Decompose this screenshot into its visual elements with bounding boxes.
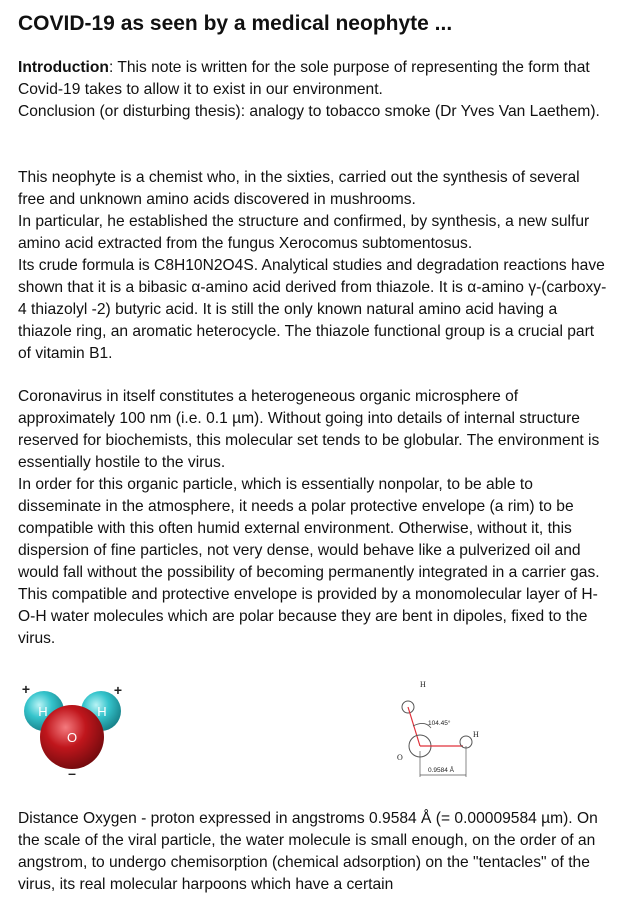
chemist-paragraph-1: This neophyte is a chemist who, in the sixties, carried out the synthesis of several free and unknown amino acids discovered in mushrooms. <box>18 169 580 208</box>
distance-paragraph: Distance Oxygen - proton expressed in angstroms 0.9584 Å (= 0.00009584 µm). On the scale of the viral particle, the water molecule is small enough, on the order of an angstrom, to undergo chemisorption (chemical adsorption) on the "tentacles" of the virus, its real molecular harpoons which have a certain <box>18 810 598 893</box>
introduction-label: Introduction <box>18 59 109 76</box>
distance-section <box>18 808 610 896</box>
conclusion-paragraph: Conclusion (or disturbing thesis): analogy to tobacco smoke (Dr Yves Van Laethem). <box>18 103 600 120</box>
introduction-paragraph <box>18 57 610 101</box>
water-geometry-figure <box>373 676 498 784</box>
bond-angle-label: 104.45° <box>428 720 451 727</box>
oxygen-geometry-label: O <box>397 753 403 762</box>
coronavirus-paragraph-1: Coronavirus in itself constitutes a heterogeneous organic microsphere of approximately 100 nm (i.e. 0.1 µm). Without going into details of internal structure reserved for biochemists, this molecular set tends to be globular. The environment is essentially hostile to the virus. <box>18 388 600 471</box>
water-molecule-3d-image <box>18 680 143 780</box>
hydrogen-left-label: H <box>38 704 48 719</box>
hydrogen-top-label: H <box>420 680 426 689</box>
plus-charge-right: + <box>113 682 123 698</box>
hydrogen-right-label: H <box>97 704 107 719</box>
chemist-section <box>18 167 610 365</box>
chemist-paragraph-2: In particular, he established the structure and confirmed, by synthesis, a new sulfur amino acid extracted from the fungus Xerocomus subtomentosus. <box>18 213 590 252</box>
plus-charge-left: + <box>21 681 31 697</box>
water-molecule-3d-figure <box>18 680 143 780</box>
oh-bond-top <box>408 707 420 746</box>
coronavirus-section <box>18 386 610 650</box>
chemist-paragraph-3: Its crude formula is C8H10N2O4S. Analytical studies and degradation reactions have shown that it is a bibasic α-amino acid derived from thiazole. It is α-amino γ-(carboxy-4 thiazolyl -2) butyric acid. It is still the only known natural amino acid having a thiazole ring, an aromatic heterocycle. The thiazole functional group is a crucial part of vitamin B1. <box>18 257 607 362</box>
oxygen-label: O <box>66 730 78 745</box>
introduction-text: : This note is written for the sole purpose of representing the form that Covid-19 takes to allow it to exist in our environment. <box>18 59 590 98</box>
bond-distance-label: 0.9584 Å <box>428 767 455 774</box>
minus-charge: – <box>68 765 76 780</box>
page-title: COVID-19 as seen by a medical neophyte ... <box>18 12 453 35</box>
introduction-section <box>18 57 610 123</box>
coronavirus-paragraph-2: In order for this organic particle, which is essentially nonpolar, to be able to disseminate in the atmosphere, it needs a polar protective envelope (a rim) to be compatible with this often humid external environment. Otherwise, without it, this dispersion of fine particles, not very dense, would behave like a pulverized oil and would fall without the possibility of becoming permanently integrated in a carrier gas. This compatible and protective envelope is provided by a monomolecular layer of H-O-H water molecules which are polar because they are bent in dipoles, fixed to the virus. <box>18 476 600 647</box>
water-geometry-diagram <box>373 676 498 784</box>
hydrogen-right-label: H <box>473 730 479 739</box>
